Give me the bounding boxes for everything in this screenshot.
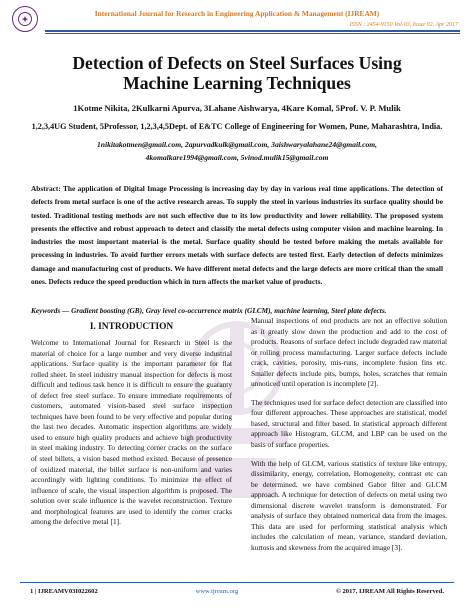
keywords: Keywords — Gradient boosting (GB), Gray level co-occurrence matrix (GLCM), machine learning, Steel plate defects. [31,306,387,315]
footer [30,588,444,595]
section-heading-introduction: I. INTRODUCTION [89,322,174,332]
footer-page-id: 1 | IJREAMV03I022602 [30,588,98,595]
logo-emblem-icon: ✦ [18,12,32,26]
footer-website-link[interactable]: www.ijream.org [195,588,239,595]
paragraph-glcm: With the help of GLCM, various statistics of texture like entropy, dissimilarity, energy, correlation, Homogeneity, contrast etc can be determined. we have combined Gabor filter and GLCM approach. A technique for detection of defects on metal using two dimensional discrete wavelet transform is demonstrated. For analysis of surface they obtained numerical data from the images. This data are used for performing statistical analysis which includes the calculation of mean, variance, standard deviation, kurtosis and skewness from the acquired image [3]. [251,458,447,552]
header-rule-thin [45,33,460,34]
paper-title [20,53,454,93]
paragraph-manual-inspection: Manual inspections of end products are not an effective solution as it greatly slow down the production and add to the cost of products. Reasons of surface defect include degraded raw material or rolling process manufacturing. Larger surface defects include crack, cavities, porosity, mis-runs, incomplete fusion fins etc. Smaller defects include pits, bumps, holes, scratches that remain unnoticed until operation is incomplete [2]. [251,316,447,389]
issn-volume-line: ISSN : 2454-9150 Vol-03, Issue 02, Apr 2017 [349,22,458,28]
left-column [31,338,232,528]
title-line-1: Detection of Defects on Steel Surfaces Using [72,53,402,73]
author-list: 1Kotme Nikita, 2Kulkarni Apurva, 3Lahane Aishwarya, 4Kare Komal, 5Prof. V. P. Mulik [73,103,401,113]
title-line-2: Machine Learning Techniques [123,73,351,93]
footer-rule [20,582,454,583]
journal-title: International Journal for Research in Engineering Application & Management (IJREAM) [94,9,380,18]
emails-line-1: 1nikitakotmen@gmail.com, 2apurvadkulk@gmail.com, 3aishwaryalahane24@gmail.com, [96,140,378,149]
author-emails [20,139,454,164]
abstract: Abstract: The application of Digital Image Processing is increasing day by day in various real time applications. The detection of defects from metal surface is one of the active research areas. To supply the steel in various industries its surface quality should be tested. Traditional testing methods are not such effective due to its low productivity and lower reliability. The proposed system presents the effective and robust approach to detect and classify the metal defects using computer vision and machine learning. In industries the most important material is the metal. Surface quality should be tested before making the metals available for processing in industries. To avoid further errors metals with surface defects are tested first. Early detection of defects minimizes damage and manufacturing cost of products. We have different metal defects and the large defects are more critical than the small ones. Defects reduce the speed production which in turn affects the market value of products. [31,184,443,287]
footer-copyright: © 2017, IJREAM All Rights Reserved. [335,588,444,595]
intro-paragraph: Welcome to International Journal for Research in Steel is the material of choice for a large number and very diverse industrial applications. Surface quality is the important parameter for flat rolled sheet. In steel industry manual inspection for defects is most difficult and tedious task hence it is difficult to ensure the guaranty of defect free steel surface. To ensure immediate requirements of customers, automated vision-based steel surface inspection techniques have been found to be very effective and popular during the last two decades. Automatic inspection algorithms are widely used to ensure high quality products and achieve high productivity in steel making industry. To detecting corner cracks on the surface of steel billets, a vision based method existed. Because of presence of oxidized material, the billet surface is non-uniform and varies accordingly with lighting conditions. To minimize the effect of influence of scale, the visual inspection algorithm is proposed. The solution over scale influence is the wavelet reconstruction. Texture and morphological features are used to identify the corner cracks among the defective metal [1]. [31,338,232,527]
header-rule [45,30,460,32]
right-column [251,316,447,553]
paragraph-techniques: The techniques used for surface defect detection are classified into four different approaches. These approaches are statistical, model based, structural and filter based. In statistical approach different approach like Histogram, GLCM, and LBP can be used on the basis of surface properties. [251,397,447,450]
affiliation: 1,2,3,4UG Student, 5Professor, 1,2,3,4,5Dept. of E&TC College of Engineering for Women, Pune, Maharashtra, India. [31,122,443,131]
emails-line-2: 4komalkare1994@gmail.com, 5vinod.mulik15@gmail.com [145,152,329,162]
